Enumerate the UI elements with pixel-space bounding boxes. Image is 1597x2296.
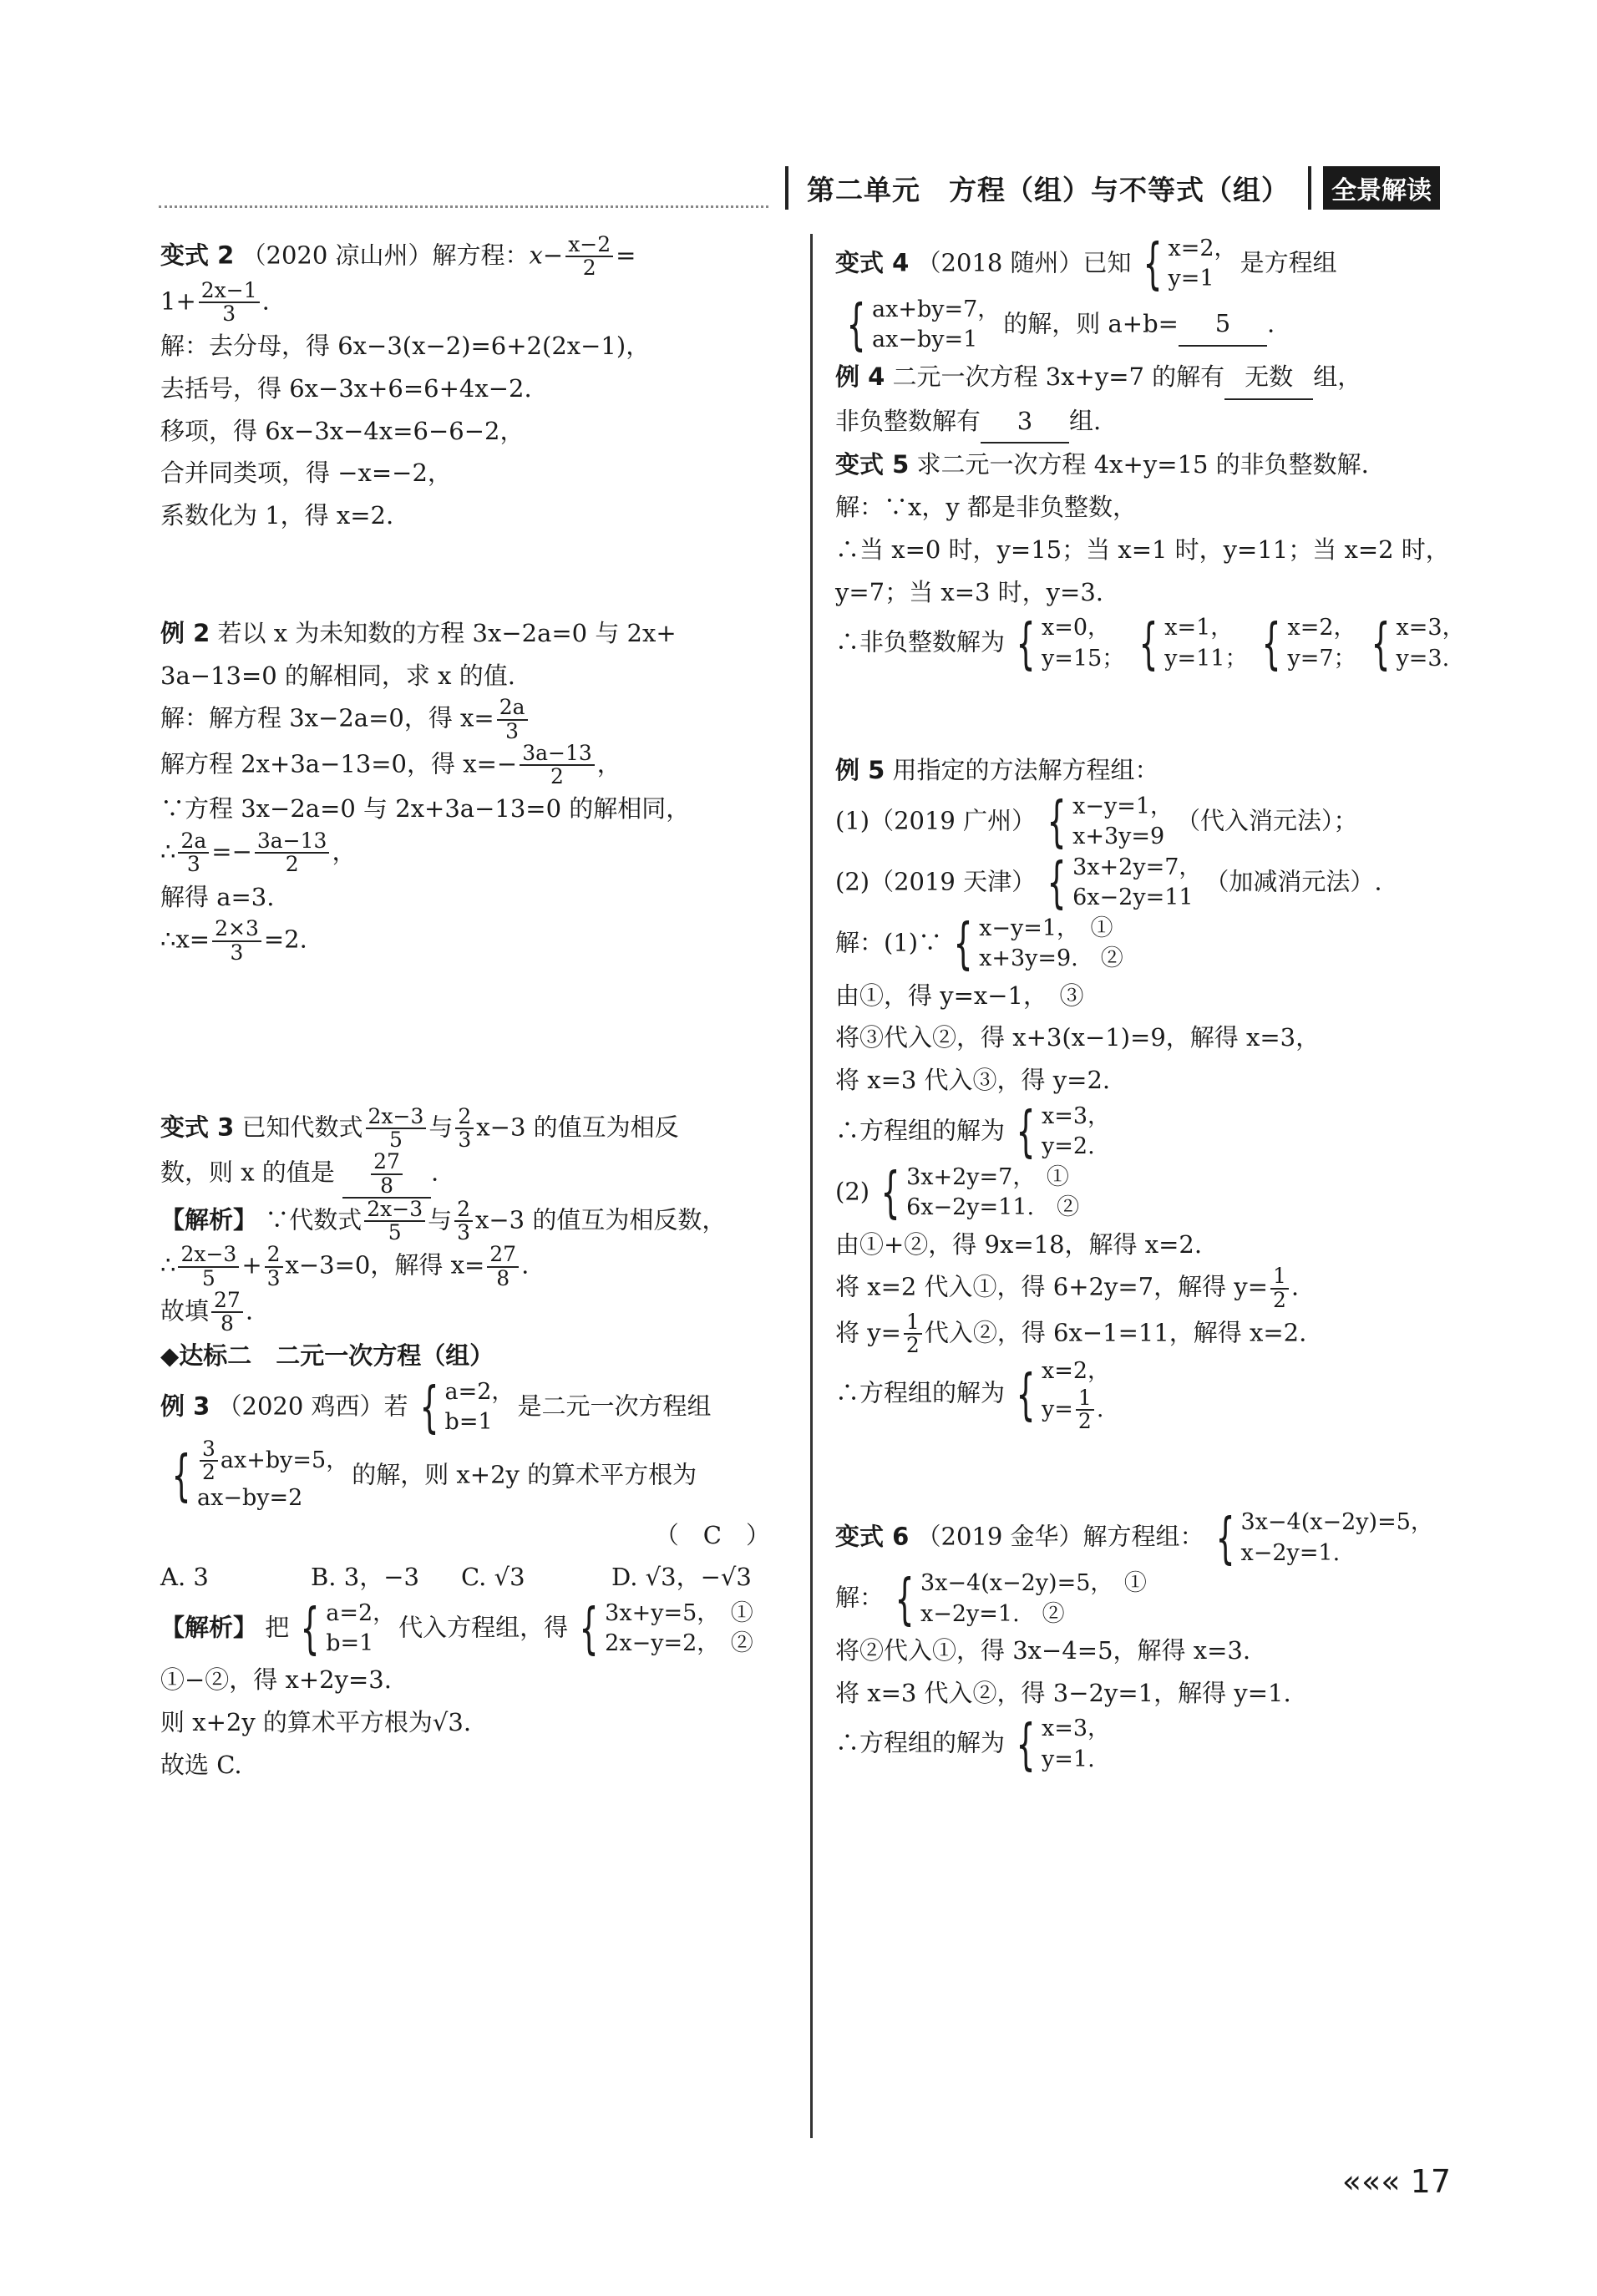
eq-text: ∴x= (160, 925, 210, 954)
system-row: x+3y=9. ② (979, 945, 1123, 972)
answer-blank: 5 (1179, 302, 1267, 347)
solution-line (835, 911, 1453, 976)
eq-text: . (1290, 1272, 1300, 1301)
brace-icon: { (1016, 1711, 1036, 1776)
equation-system (164, 1438, 348, 1514)
page-arrows-icon: ««« (1341, 2163, 1401, 2200)
frac-num: 2 (455, 1106, 474, 1129)
solution-line: 由①，得 y=x−1， ③ (835, 981, 1084, 1010)
system-row: x=3， (1042, 1716, 1111, 1742)
eq-text: 与 (428, 1113, 454, 1141)
header-bar-right (1308, 166, 1311, 210)
eq-text: ， (596, 749, 621, 778)
frac-num: 1 (1270, 1265, 1289, 1289)
system-row: 2x−y=2， ② (605, 1630, 753, 1656)
column-divider (810, 234, 813, 2138)
eq-text: ax+by=5， (220, 1447, 349, 1473)
variant-5-question (835, 443, 1453, 486)
variant-2-source: （2020 凉山州）解方程： (241, 241, 530, 270)
eq-text: 求二元一次方程 4x+y=15 的非负整数解. (916, 450, 1369, 479)
analysis-line: 则 x+2y 的算术平方根为√3. (160, 1708, 472, 1737)
system-row: a=2， (444, 1379, 515, 1405)
eq-text: 解： (835, 1583, 885, 1612)
system-row (1042, 1387, 1110, 1433)
eq-text: = (616, 241, 636, 270)
solution-line (835, 1711, 1453, 1776)
fraction (520, 740, 595, 788)
fraction (200, 1438, 218, 1484)
solution-line (835, 1265, 1453, 1311)
analysis-label: 【解析】 (160, 1205, 258, 1234)
example-5-part-1 (835, 789, 1453, 854)
equation-system (946, 911, 1123, 976)
question-text: 3a−13=0 的解相同，求 x 的值. (160, 661, 515, 690)
analysis-line (160, 1244, 795, 1290)
eq-text: 将 x=2 代入①，得 6+2y=7，解得 y= (835, 1272, 1268, 1301)
fraction (487, 1244, 519, 1290)
equation-system (1135, 231, 1237, 297)
eq-text: 解：(1)∵ (835, 928, 943, 957)
frac-num: 2 (265, 1244, 283, 1267)
system-row: x=0， (1042, 615, 1111, 641)
solution-line: 解：∵x，y 都是非负整数， (835, 493, 1137, 521)
frac-den: 3 (505, 718, 520, 743)
frac-den: 5 (388, 1128, 403, 1152)
fraction (1076, 1387, 1094, 1433)
frac-num: 2a (497, 697, 528, 720)
equation-system (1008, 613, 1124, 674)
example-3-label: 例 3 (160, 1391, 210, 1421)
analysis-line: ①−②，得 x+2y=3. (160, 1665, 392, 1695)
system-row: 6x−2y=11 (1072, 884, 1194, 911)
frac-den: 2 (582, 256, 596, 281)
frac-den: 3 (186, 852, 200, 877)
equation-system (1008, 1099, 1111, 1164)
brace-icon: { (1047, 789, 1067, 854)
system-row: y=3. (1396, 645, 1450, 672)
variant-6-label: 变式 6 (835, 1522, 910, 1551)
page-header (785, 163, 1440, 213)
example-4-question (835, 356, 1453, 400)
options-row (160, 1556, 795, 1599)
system-row: 6x−2y=11. ② (906, 1194, 1080, 1221)
solution-line (160, 830, 795, 876)
frac-den: 5 (388, 1220, 402, 1244)
solution-line (835, 611, 1465, 676)
frac-den: 3 (222, 301, 236, 326)
solution-line: 系数化为 1，得 x=2. (160, 501, 394, 530)
system-row: x−2y=1. (1240, 1539, 1341, 1566)
eq-text: 的解，则 a+b= (1003, 309, 1179, 338)
eq-text: 用指定的方法解方程组： (892, 756, 1159, 785)
solution-line (835, 1356, 1453, 1432)
system-row: y=15； (1042, 645, 1125, 672)
equation-system (571, 1596, 753, 1660)
eq-text: x−3 的值互为相反数， (475, 1205, 727, 1234)
example-4-question-line2 (835, 400, 1453, 444)
section-heading: ◆达标二 二元一次方程（组） (160, 1341, 494, 1371)
solution-line: 将③代入②，得 x+3(x−1)=9，解得 x=3， (835, 1023, 1321, 1052)
equation-system (839, 292, 1001, 357)
system-row: b=1 (326, 1630, 374, 1656)
solution-line: 移项，得 6x−3x−4x=6−6−2， (160, 416, 525, 445)
fraction (364, 1196, 425, 1244)
system-row: ax−by=2 (197, 1485, 303, 1512)
solution-line (160, 740, 795, 788)
system-row: x=3， (1396, 615, 1465, 641)
example-5-label: 例 5 (835, 756, 885, 785)
brace-icon: { (1016, 1099, 1036, 1164)
fraction (212, 918, 261, 964)
system-row: x=3， (1042, 1102, 1111, 1129)
eq-text: ∴非负整数解为 (835, 627, 1006, 656)
eq-text: 代入②，得 6x−1=11，解得 x=2. (924, 1318, 1307, 1346)
eq-text: . (1096, 1396, 1104, 1422)
system-row: y=7； (1287, 645, 1356, 672)
option-b: B. 3，−3 (311, 1562, 419, 1591)
solution-line: y=7；当 x=3 时，y=3. (835, 577, 1104, 606)
frac-den: 8 (220, 1311, 234, 1336)
frac-num: x−2 (565, 234, 613, 257)
variant-3-question (160, 1103, 795, 1152)
equation-system (1008, 1711, 1111, 1776)
equation-system (1254, 613, 1356, 674)
solution-line: 将②代入①，得 3x−4=5，解得 x=3. (835, 1635, 1251, 1665)
solution-line (160, 697, 795, 743)
system-row: y=1 (1168, 266, 1214, 292)
eq-text: 解方程 2x+3a−13=0，得 x=− (160, 749, 518, 778)
example-4-label: 例 4 (835, 362, 885, 391)
example-3-system (160, 1438, 795, 1514)
eq-text: 数，则 x 的值是 (160, 1158, 335, 1187)
eq-text: 与 (428, 1205, 453, 1234)
analysis-label: 【解析】 (160, 1613, 258, 1641)
solution-line (835, 1566, 1453, 1631)
eq-text: 代入方程组，得 (398, 1613, 569, 1641)
system-row: 3x+2y=7， (1072, 854, 1202, 880)
eq-text: ∴ (160, 837, 176, 866)
solution-line: 将 x=3 代入②，得 3−2y=1，解得 y=1. (835, 1678, 1291, 1707)
brace-icon: { (1214, 1505, 1235, 1570)
variant-4-question (835, 231, 1453, 297)
eq-text: . (431, 1158, 439, 1187)
brace-icon: { (846, 292, 866, 357)
option-a: A. 3 (160, 1562, 209, 1591)
system-row: y=11； (1164, 645, 1248, 672)
eq-text: ∴方程组的解为 (835, 1378, 1006, 1407)
solution-line: 解：去分母，得 6x−3(x−2)=6+2(2x−1)， (160, 332, 651, 360)
page-number (1342, 2163, 1451, 2200)
brace-icon: { (895, 1566, 915, 1631)
equation-system (1131, 613, 1247, 674)
fraction (199, 277, 260, 326)
solution-line (160, 918, 795, 964)
answer-blank: 3 (981, 400, 1069, 444)
frac-num: 27 (371, 1151, 403, 1174)
fraction (455, 1103, 474, 1152)
solution-line: 解得 a=3. (160, 882, 275, 911)
eq-text: 将 y= (835, 1318, 901, 1346)
frac-den: 2 (202, 1460, 215, 1485)
eq-text: y= (1042, 1396, 1073, 1422)
eq-text: 的解，则 x+2y 的算术平方根为 (352, 1460, 697, 1489)
system-row: 3x−4(x−2y)=5， ① (920, 1570, 1147, 1597)
variant-2-label: 变式 2 (160, 241, 235, 270)
frac-num: 2 (454, 1199, 473, 1222)
eq-text: 组. (1069, 406, 1102, 435)
system-row (197, 1438, 348, 1484)
fraction (211, 1287, 243, 1336)
right-column (835, 231, 1465, 1776)
eq-text: （代入消元法）； (1176, 806, 1358, 835)
fraction (265, 1244, 283, 1290)
eq-text: 非负整数解有 (835, 406, 981, 435)
variant-2-question-line2 (160, 277, 795, 326)
eq-text: 是方程组 (1240, 248, 1337, 277)
frac-den: 3 (458, 1128, 472, 1152)
fraction (371, 1151, 403, 1197)
header-bar-left (785, 166, 788, 210)
equation-system (1039, 789, 1174, 854)
answer-blank: 无数 (1224, 356, 1313, 400)
brace-icon: { (1047, 850, 1067, 915)
fraction (178, 830, 209, 876)
eq-text: 已知代数式 (241, 1113, 363, 1141)
frac-den: 5 (201, 1265, 215, 1290)
brace-icon: { (171, 1443, 191, 1508)
solution-line: 将 x=3 代入③，得 y=2. (835, 1066, 1111, 1094)
equation-system (1008, 1356, 1110, 1432)
equation-system (1363, 613, 1465, 674)
frac-num: 1 (1076, 1387, 1094, 1411)
system-row: 3x+2y=7， ① (906, 1163, 1069, 1190)
example-5-question (835, 749, 1453, 792)
eq-text: （2020 鸡西）若 (217, 1391, 408, 1421)
eq-text: ∴方程组的解为 (835, 1116, 1006, 1145)
frac-num: 2x−1 (199, 280, 260, 303)
eq-text: (1)（2019 广州） (835, 806, 1037, 835)
frac-num: 2a (178, 830, 209, 854)
fraction (255, 830, 330, 876)
fraction (454, 1196, 473, 1244)
eq-text: . (1266, 309, 1275, 338)
variant-6-question (835, 1505, 1453, 1570)
system-row: x=2， (1287, 615, 1356, 641)
answer-choice: （ C ） (654, 1520, 770, 1549)
analysis-line (160, 1196, 795, 1244)
header-dotted-rule (159, 205, 768, 208)
brace-icon: { (1016, 1361, 1036, 1427)
brace-icon: { (300, 1596, 320, 1660)
frac-den: 2 (905, 1333, 920, 1357)
fraction (497, 697, 528, 743)
frac-den: 3 (457, 1220, 471, 1244)
solution-line: 合并同类项，得 −x=−2， (160, 459, 452, 488)
brace-icon: { (418, 1375, 439, 1440)
eq-text: 二元一次方程 3x+y=7 的解有 (892, 362, 1225, 391)
system-row: ax+by=7， (872, 296, 1001, 322)
solution-line (835, 1099, 1453, 1164)
brace-icon: { (1138, 611, 1158, 676)
page-number-text: 17 (1410, 2163, 1451, 2200)
option-d: D. √3，−√3 (611, 1562, 752, 1591)
eq-text: 是二元一次方程组 (517, 1391, 712, 1421)
system-row: x=2， (1042, 1358, 1111, 1385)
brace-icon: { (1261, 611, 1282, 676)
frac-den: 2 (1273, 1287, 1286, 1312)
frac-den: 3 (230, 940, 244, 965)
brace-icon: { (1370, 611, 1391, 676)
frac-num: 2x−3 (178, 1244, 239, 1267)
frac-num: 27 (487, 1244, 519, 1267)
example-5-part-2 (835, 850, 1453, 915)
solution-line: 由①+②，得 9x=18，解得 x=2. (835, 1229, 1203, 1259)
system-row: x−y=1， (1072, 793, 1174, 819)
eq-text: ∴ (160, 1250, 176, 1280)
option-c: C. √3 (461, 1562, 525, 1591)
solution-line: ∵方程 3x−2a=0 与 2x+3a−13=0 的解相同， (160, 794, 691, 824)
answer-line (160, 1514, 795, 1556)
header-tag: 全景解读 (1323, 166, 1440, 210)
system-row: b=1 (444, 1409, 493, 1436)
analysis-line (160, 1596, 795, 1660)
system-row: x=1， (1164, 615, 1234, 641)
frac-den: 2 (285, 852, 299, 877)
fraction (178, 1244, 239, 1290)
eq-text: (2)（2019 天津） (835, 867, 1037, 896)
eq-text: 故填 (160, 1296, 210, 1325)
variant-4-question-line2 (835, 292, 1453, 357)
system-row: 3x+y=5， ① (605, 1599, 753, 1626)
frac-num: 27 (211, 1290, 243, 1313)
eq-text: ∵代数式 (265, 1205, 362, 1234)
brace-icon: { (579, 1596, 599, 1660)
variant-4-label: 变式 4 (835, 248, 910, 277)
eq-text: . (261, 286, 270, 315)
frac-num: 3a−13 (520, 743, 595, 766)
eq-text: (2) (835, 1177, 870, 1206)
example-2-question (160, 612, 795, 655)
brace-icon: { (953, 911, 973, 976)
eq-text: =2. (263, 925, 307, 954)
system-row: ax−by=1 (872, 327, 978, 353)
variant-3-label: 变式 3 (160, 1113, 235, 1141)
frac-num: 3a−13 (255, 830, 330, 854)
system-row: x−y=1， ① (979, 915, 1113, 941)
brace-icon: { (880, 1160, 900, 1225)
frac-num: 1 (904, 1311, 922, 1335)
eq-text: =− (211, 837, 252, 866)
brace-icon: { (1142, 231, 1163, 297)
left-column (160, 234, 795, 1787)
solution-line: ∴当 x=0 时，y=15；当 x=1 时，y=11；当 x=2 时， (835, 535, 1450, 564)
answer-blank (342, 1151, 431, 1199)
variant-5-label: 变式 5 (835, 450, 910, 479)
fraction (1270, 1265, 1289, 1311)
system-row: a=2， (326, 1599, 396, 1626)
solution-line: 去括号，得 6x−3x+6=6+4x−2. (160, 373, 532, 403)
eq-text: . (521, 1250, 530, 1280)
frac-num: 2x−3 (366, 1106, 427, 1129)
example-3-question (160, 1377, 795, 1438)
eq-text: ∴方程组的解为 (835, 1728, 1006, 1757)
solution-line (835, 1311, 1453, 1357)
eq-text: （2018 随州）已知 (916, 248, 1132, 277)
header-title: 第二单元 方程（组）与不等式（组） (807, 173, 1290, 206)
fraction (904, 1311, 922, 1357)
fraction (366, 1103, 427, 1152)
eq-text: ， (332, 837, 357, 866)
system-row: x=2， (1168, 236, 1237, 261)
system-row: x+3y=9 (1072, 824, 1165, 850)
eq-text: 组， (1313, 362, 1362, 391)
eq-text: （2019 金华）解方程组： (916, 1522, 1204, 1551)
example-2-label: 例 2 (160, 618, 210, 647)
variant-2-question (160, 234, 795, 280)
frac-den: 2 (1077, 1408, 1092, 1433)
frac-den: 8 (496, 1265, 510, 1290)
frac-num: 2x−3 (364, 1199, 425, 1222)
eq-text: x−3=0，解得 x= (285, 1250, 485, 1280)
eq-text: 把 (265, 1613, 290, 1641)
frac-den: 3 (266, 1265, 281, 1290)
frac-num: 2×3 (212, 918, 261, 941)
system-row: x−2y=1. ② (920, 1600, 1065, 1627)
equation-system (292, 1596, 396, 1660)
eq-text: x− (529, 241, 564, 270)
eq-text: 解：解方程 3x−2a=0，得 x= (160, 703, 494, 732)
eq-text: （加减消元法）. (1204, 867, 1382, 896)
equation-system (412, 1377, 515, 1438)
fraction (565, 234, 613, 280)
equation-system (1039, 850, 1202, 915)
system-row: 3x−4(x−2y)=5， (1240, 1509, 1433, 1536)
question-text: 若以 x 为未知数的方程 3x−2a=0 与 2x+ (217, 618, 677, 647)
equation-system (1208, 1505, 1433, 1570)
brace-icon: { (1016, 611, 1036, 676)
eq-text: x−3 的值互为相反 (476, 1113, 679, 1141)
system-row: y=2. (1042, 1133, 1095, 1160)
equation-system (887, 1566, 1147, 1631)
analysis-line (160, 1287, 795, 1336)
eq-text: . (245, 1296, 254, 1325)
system-row: y=1. (1042, 1746, 1095, 1772)
solution-line (835, 1160, 1453, 1225)
frac-num: 3 (200, 1438, 218, 1462)
analysis-line: 故选 C. (160, 1750, 242, 1779)
frac-den: 8 (380, 1173, 393, 1198)
equation-system (873, 1160, 1080, 1225)
frac-den: 2 (550, 764, 564, 788)
variant-3-question-line2 (160, 1151, 795, 1199)
eq-text: 1+ (160, 286, 196, 315)
eq-text: + (241, 1250, 262, 1280)
